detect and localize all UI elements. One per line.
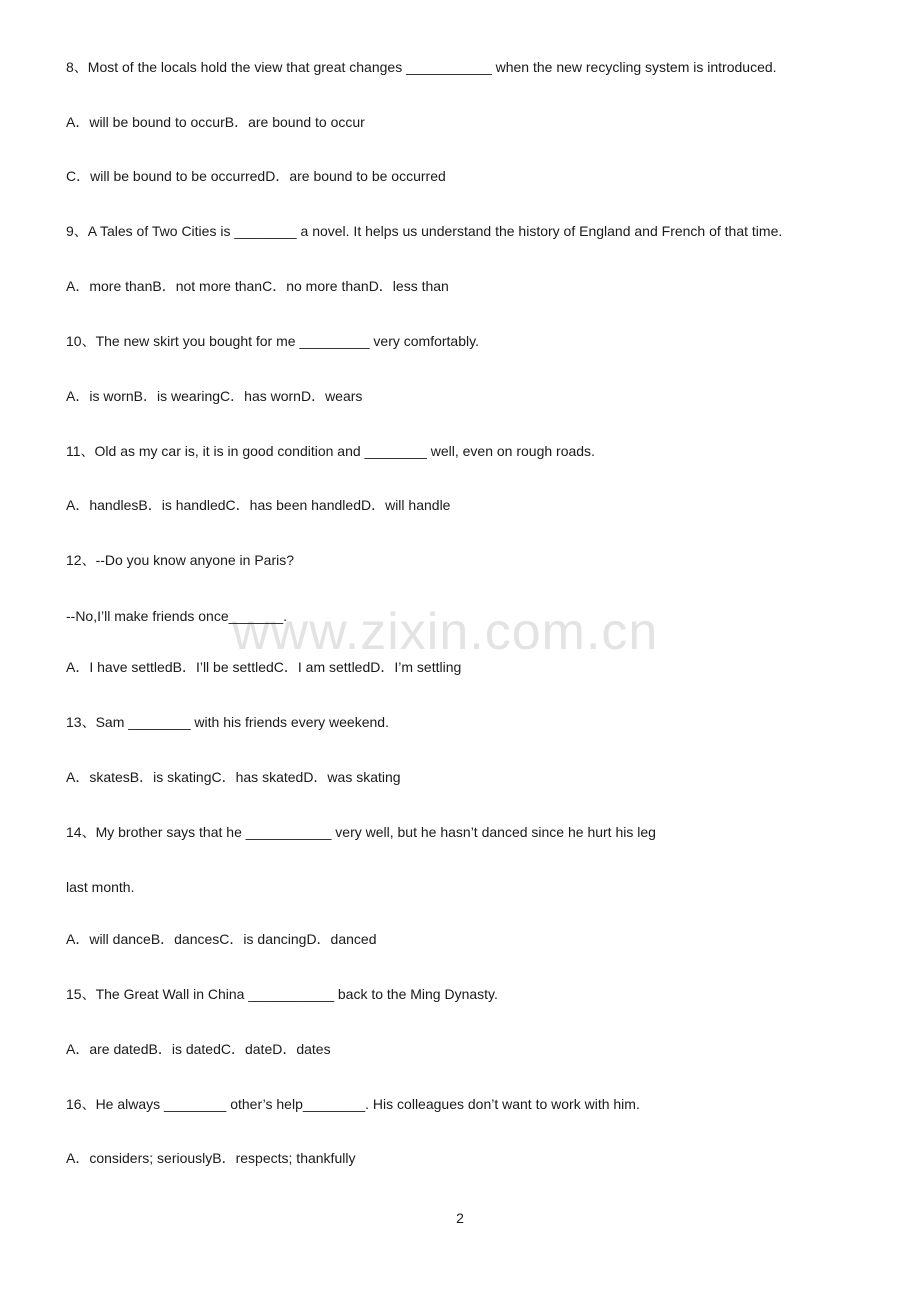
question-15-options: A．are datedB．is datedC．dateD．dates — [66, 1041, 331, 1057]
question-14-options: A．will danceB．dancesC．is dancingD．danced — [66, 931, 377, 947]
question-14: 14、My brother says that he ___________ very well, but he hasn’t danced since he hurt his leg — [66, 824, 656, 840]
question-9-options: A．more thanB．not more thanC．no more thanD．less than — [66, 278, 449, 294]
question-16-options: A．considers; seriouslyB．respects; thankfully — [66, 1150, 356, 1166]
watermark: www.zixin.com.cn — [232, 603, 659, 661]
question-13-options: A．skatesB．is skatingC．has skatedD．was skating — [66, 769, 401, 785]
question-8-options-ab: A．will be bound to occurB．are bound to occur — [66, 114, 365, 130]
question-10: 10、The new skirt you bought for me _________ very comfortably. — [66, 333, 479, 349]
page-number: 2 — [456, 1210, 464, 1226]
question-16: 16、He always ________ other’s help________. His colleagues don’t want to work with him. — [66, 1096, 640, 1112]
question-8-options-cd: C．will be bound to be occurredD．are bound to be occurred — [66, 168, 446, 184]
question-11: 11、Old as my car is, it is in good condition and ________ well, even on rough roads. — [66, 443, 595, 459]
question-10-options: A．is wornB．is wearingC．has wornD．wears — [66, 388, 363, 404]
question-12: 12、--Do you know anyone in Paris? — [66, 552, 295, 568]
question-9: 9、A Tales of Two Cities is ________ a novel. It helps us understand the history of England and French of that time. — [66, 223, 783, 239]
question-8: 8、Most of the locals hold the view that great changes ___________ when the new recycling system is introduced. — [66, 59, 777, 75]
question-11-options: A．handlesB．is handledC．has been handledD．will handle — [66, 497, 451, 513]
question-12-reply: --No,I’ll make friends once_______. — [66, 608, 288, 624]
question-15: 15、The Great Wall in China ___________ back to the Ming Dynasty. — [66, 986, 498, 1002]
question-13: 13、Sam ________ with his friends every weekend. — [66, 714, 389, 730]
question-14-continued: last month. — [66, 879, 135, 895]
question-12-options: A．I have settledB．I’ll be settledC．I am settledD．I’m settling — [66, 659, 462, 675]
